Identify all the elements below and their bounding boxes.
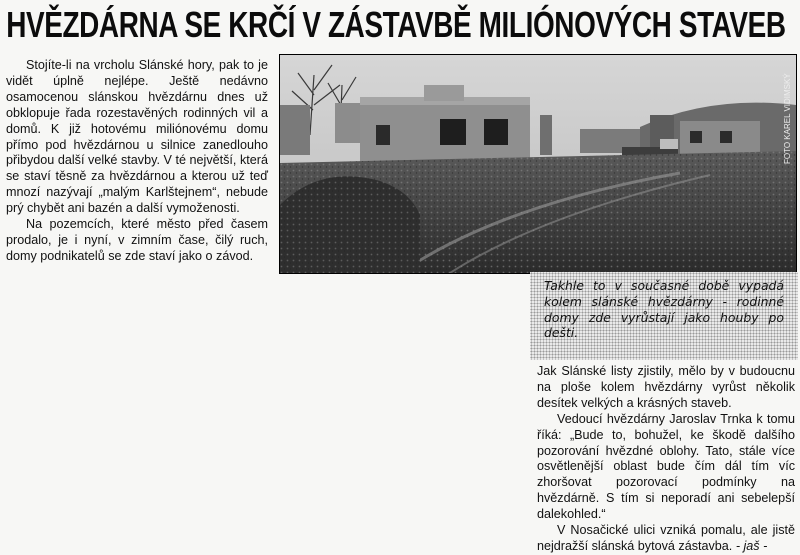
byline: - jaš -	[735, 538, 768, 553]
headline: HVĚZDÁRNA SE KRČÍ V ZÁSTAVBĚ MILIÓNOVÝCH STAVEB	[6, 4, 786, 45]
left-column	[6, 58, 268, 265]
paragraph: Jak Slánské listy zjistily, mělo by v budoucnu na ploše kolem hvězdárny vyrůst několik desítek velkých a krásných staveb.	[537, 364, 795, 410]
photo-credit	[783, 150, 800, 164]
photo-caption: Takhle to v současné době vypadá kolem slánské hvězdárny - rodinné domy zde vyrůstají jako houby po dešti.	[530, 272, 798, 360]
paragraph: Vedoucí hvězdárny Jaroslav Trnka k tomu říká: „Bude to, bohužel, ke škodě dalšího pozorování hvězdné oblohy. Tato, stále více osvětlenější oblast bude čím dál tím víc zhoršovat pozorovací podmínky na hvězdárně. S tím si neporadí ani sebelepší dalekohled.“	[537, 411, 795, 522]
right-column	[537, 364, 795, 555]
paragraph: Na pozemcích, které město před časem prodalo, je i nyní, v zimním čase, čilý ruch, domy podnikatelů se zde staví jako o závod.	[6, 217, 268, 263]
paragraph	[537, 523, 795, 555]
paragraph-text: V Nosačické ulici vzniká pomalu, ale jistě nejdražší slánská bytová zástavba.	[537, 523, 795, 553]
paragraph: Stojíte-li na vrcholu Slánské hory, pak to je vidět úplně nejlépe. Ještě nedávno osamocenou slánskou hvězdárnu dnes už obklopuje řada rozestavěných rodinných vil a domů. K již hotovému miliónovému domu přímo pod hvězdárnou u silnice zanedlouho přibydou další velké stavby. V té největší, která se staví těsně za hvězdárnou a kterou už teď mnozí nazývají „malým Karlštejnem“, nebude prý chybět ani bazén a další vymoženosti.	[6, 58, 268, 216]
construction-photo	[279, 54, 797, 274]
construction-site-image	[280, 55, 796, 273]
